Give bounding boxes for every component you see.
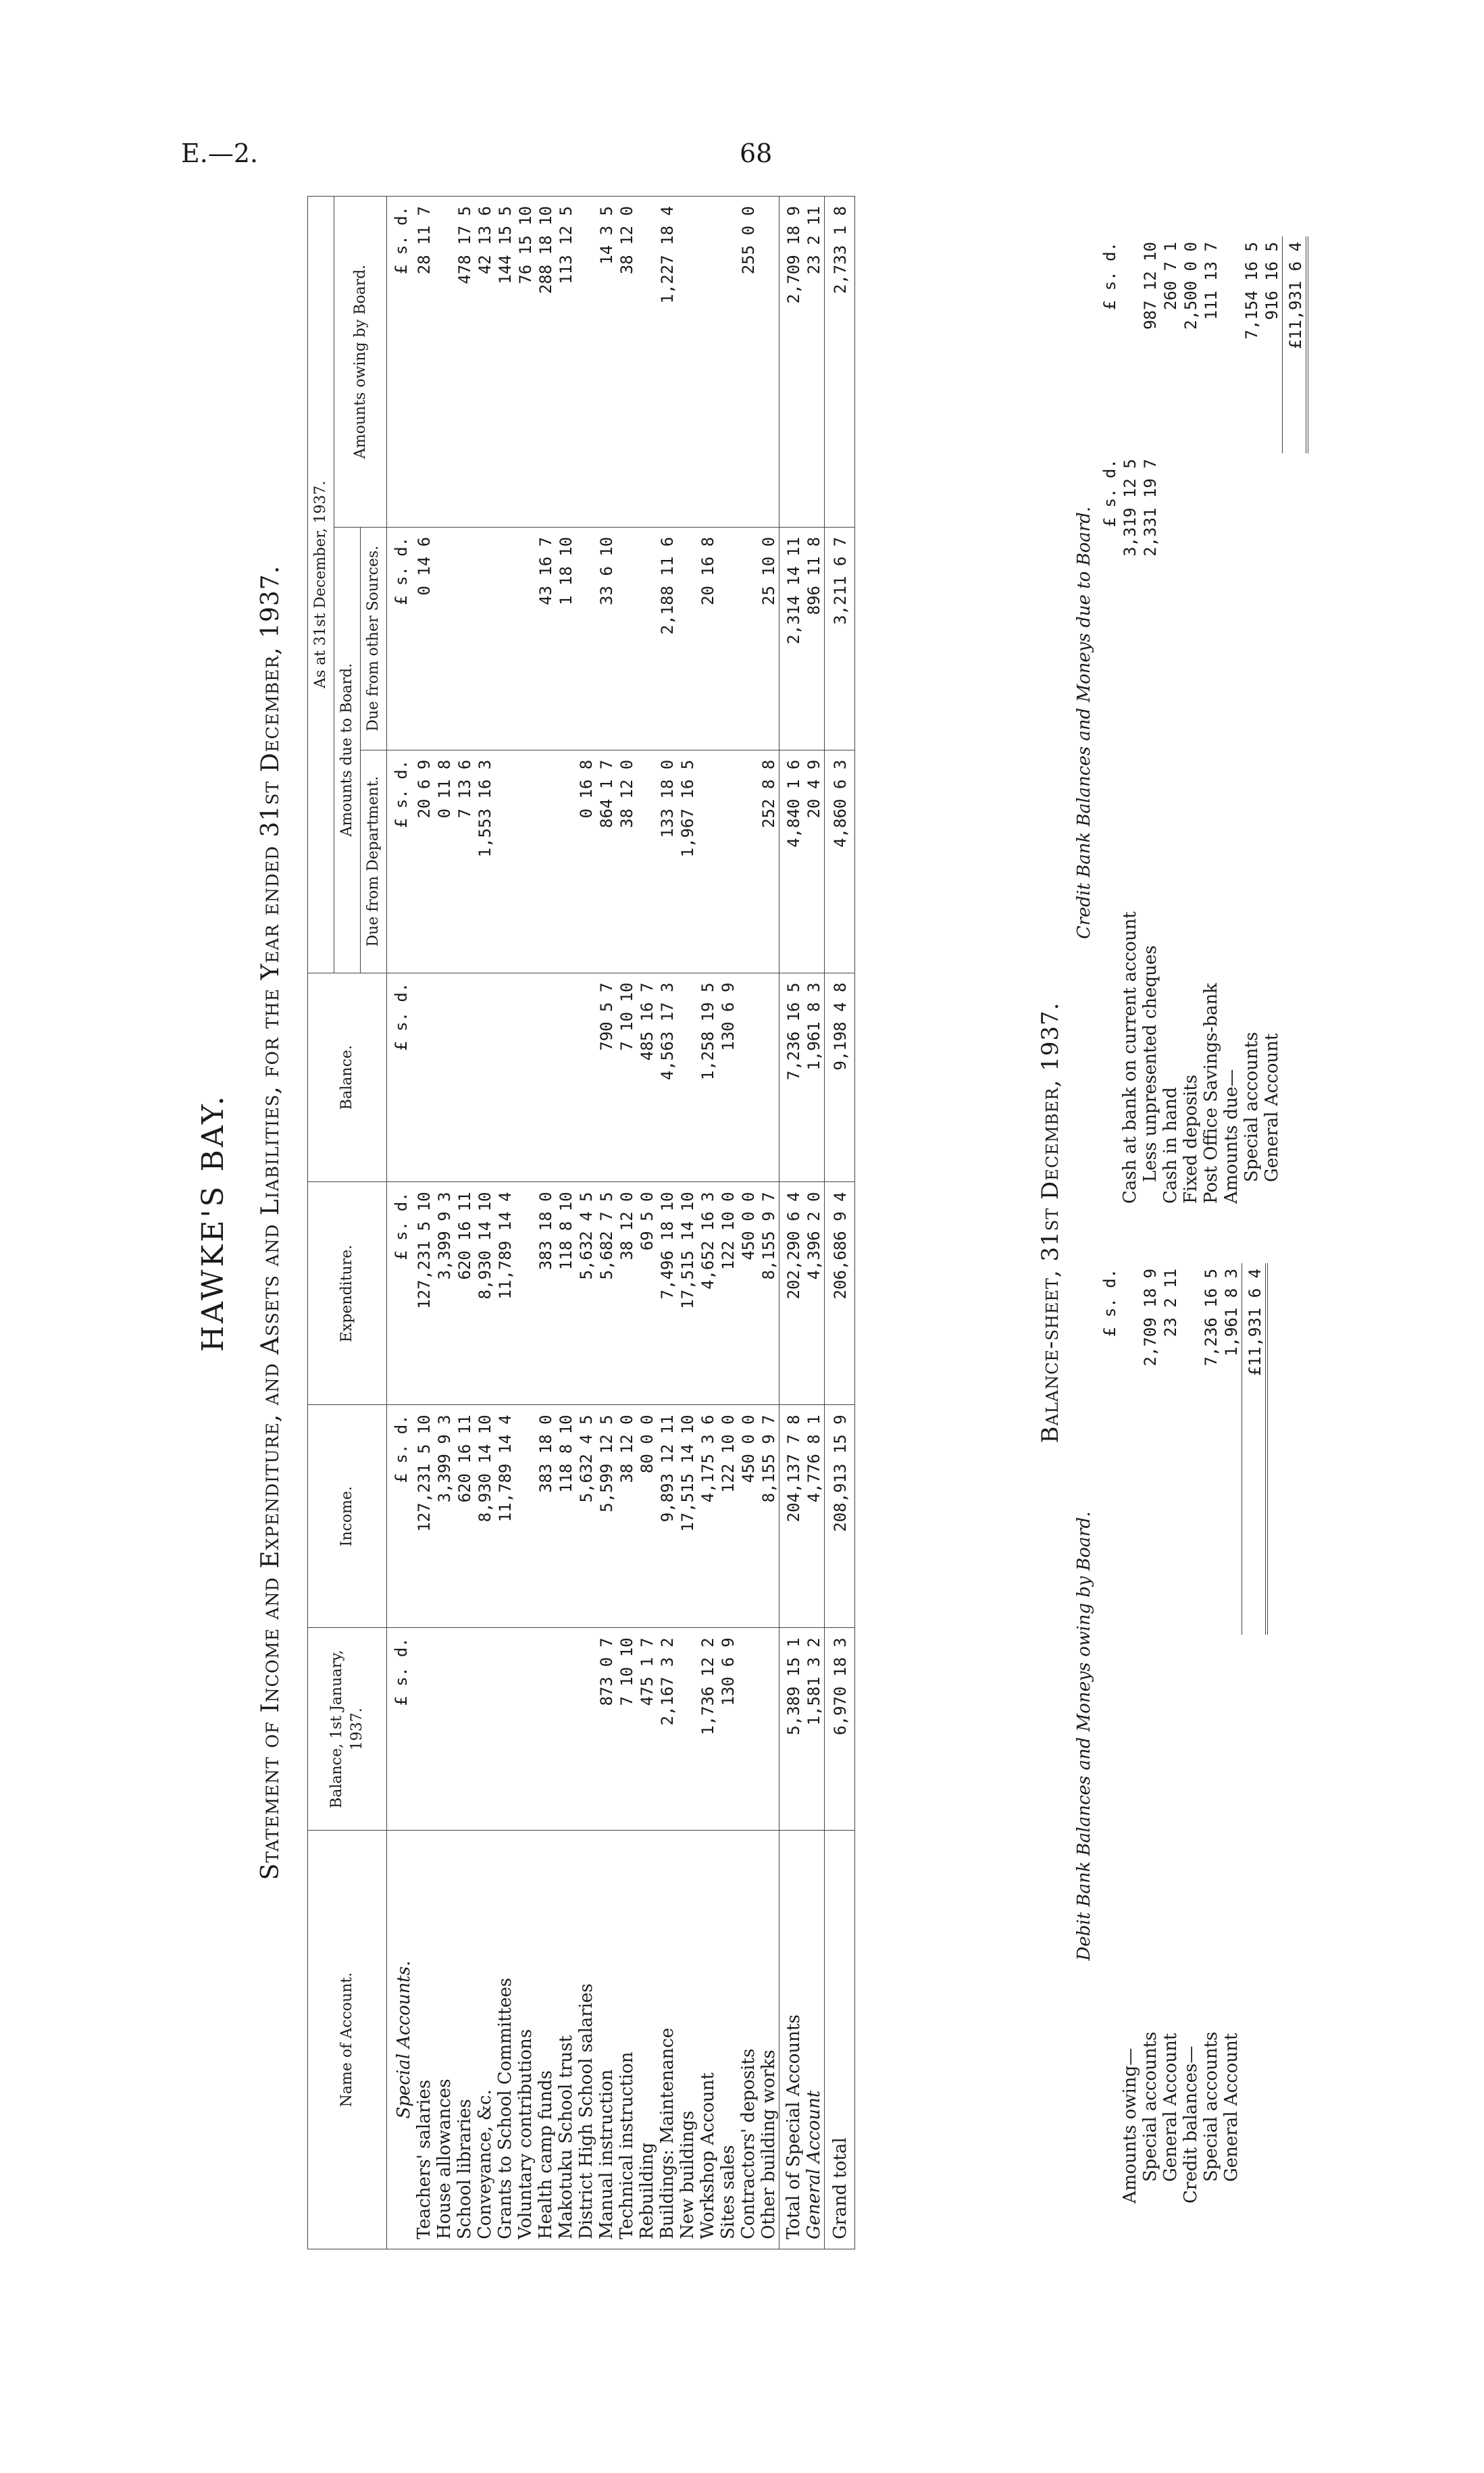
balance-sheet-credit bbox=[1074, 236, 1308, 1209]
due-department-cell bbox=[738, 750, 759, 973]
col-expenditure: Expenditure. bbox=[308, 1182, 387, 1405]
due-other-cell bbox=[495, 527, 515, 750]
debit-label: Special accounts bbox=[1201, 2031, 1221, 2182]
account-name: Grand total bbox=[825, 1831, 855, 2249]
expenditure-cell: 122 10 0 bbox=[718, 1182, 738, 1405]
due-other-cell: 2,188 11 6 bbox=[657, 527, 677, 750]
balance-jan-cell bbox=[455, 1628, 475, 1831]
account-name: Workshop Account bbox=[698, 1831, 718, 2249]
balance-jan-cell: 873 0 7 bbox=[596, 1628, 617, 1831]
debit-label: General Account bbox=[1160, 2033, 1181, 2182]
debit-label: Amounts owing— bbox=[1120, 2047, 1140, 2203]
income-cell: 383 18 0 bbox=[536, 1405, 556, 1628]
due-department-cell bbox=[698, 750, 718, 973]
balance-jan-cell bbox=[759, 1628, 779, 1831]
page-title: HAWKE'S BAY. bbox=[196, 1093, 230, 1352]
due-department-cell: 4,840 1 6 bbox=[779, 750, 804, 973]
credit-subamount: 3,319 12 5 bbox=[1121, 459, 1140, 557]
account-name: Other building works bbox=[759, 1831, 779, 2249]
due-department-cell: 133 18 0 bbox=[657, 750, 677, 973]
credit-label: Amounts due— bbox=[1221, 1069, 1242, 1204]
credit-amount: 260 7 1 bbox=[1161, 242, 1180, 311]
credit-label: Fixed deposits bbox=[1181, 1074, 1201, 1204]
credit-total: £11,931 6 4 bbox=[1283, 236, 1308, 453]
income-cell: 11,789 14 4 bbox=[495, 1405, 515, 1628]
expenditure-cell: 3,399 9 3 bbox=[434, 1182, 455, 1405]
table-row bbox=[536, 197, 556, 2249]
account-name: Health camp funds bbox=[536, 1831, 556, 2249]
expenditure-cell: 383 18 0 bbox=[536, 1182, 556, 1405]
income-cell: 208,913 15 9 bbox=[825, 1405, 855, 1628]
col-name-of-account: Name of Account. bbox=[308, 1831, 387, 2249]
owing-cell bbox=[718, 197, 738, 528]
due-other-cell bbox=[455, 527, 475, 750]
balance-cell: 7 10 10 bbox=[617, 973, 637, 1182]
due-department-cell bbox=[637, 750, 657, 973]
table-row bbox=[434, 197, 455, 2249]
debit-heading: Debit Bank Balances and Moneys owing by Board. bbox=[1074, 1511, 1094, 1961]
due-other-cell: 33 6 10 bbox=[596, 527, 617, 750]
table-row bbox=[556, 197, 576, 2249]
owing-cell: 144 15 5 bbox=[495, 197, 515, 528]
due-department-cell: 38 12 0 bbox=[617, 750, 637, 973]
account-name: Buildings: Maintenance bbox=[657, 1831, 677, 2249]
expenditure-cell: 17,515 14 10 bbox=[677, 1182, 698, 1405]
income-cell: 122 10 0 bbox=[718, 1405, 738, 1628]
credit-table bbox=[1100, 236, 1308, 1209]
due-department-cell: 252 8 8 bbox=[759, 750, 779, 973]
page-number: 68 bbox=[740, 138, 773, 168]
list-item bbox=[1160, 236, 1181, 1209]
list-item bbox=[1140, 236, 1160, 1209]
table-row bbox=[617, 197, 637, 2249]
balance-jan-cell bbox=[576, 1628, 596, 1831]
due-department-cell: 20 6 9 bbox=[414, 750, 434, 973]
col-amounts-owing: Amounts owing by Board. bbox=[334, 197, 387, 528]
account-name: Manual instruction bbox=[596, 1831, 617, 2249]
owing-cell bbox=[434, 197, 455, 528]
income-cell: 9,893 12 11 bbox=[657, 1405, 677, 1628]
income-cell: 204,137 7 8 bbox=[779, 1405, 804, 1628]
balance-jan-cell: 130 6 9 bbox=[718, 1628, 738, 1831]
owing-cell: 2,733 1 8 bbox=[825, 197, 855, 528]
expenditure-cell: 5,682 7 5 bbox=[596, 1182, 617, 1405]
balance-jan-cell: 1,581 3 2 bbox=[804, 1628, 825, 1831]
balance-sheet-title: Balance-sheet, 31st December, 1937. bbox=[1037, 1002, 1064, 1444]
page-header-code: E.—2. bbox=[181, 138, 259, 168]
due-other-cell bbox=[637, 527, 657, 750]
units-label: £ s. d. bbox=[387, 1405, 415, 1628]
debit-table bbox=[1100, 1263, 1268, 2209]
income-cell: 3,399 9 3 bbox=[434, 1405, 455, 1628]
units-label: £ s. d. bbox=[387, 1628, 415, 1831]
income-cell: 8,155 9 7 bbox=[759, 1405, 779, 1628]
account-name: Total of Special Accounts bbox=[779, 1831, 804, 2249]
table-row bbox=[677, 197, 698, 2249]
table-row bbox=[475, 197, 495, 2249]
balance-jan-cell bbox=[434, 1628, 455, 1831]
due-other-cell: 0 14 6 bbox=[414, 527, 434, 750]
balance-jan-cell bbox=[738, 1628, 759, 1831]
balance-cell: 4,563 17 3 bbox=[657, 973, 677, 1182]
due-other-cell: 43 16 7 bbox=[536, 527, 556, 750]
balance-cell bbox=[414, 973, 434, 1182]
debit-amount: 1,961 8 3 bbox=[1222, 1269, 1241, 1357]
col-balance-jan: Balance, 1st January, 1937. bbox=[308, 1628, 387, 1831]
income-cell: 127,231 5 10 bbox=[414, 1405, 434, 1628]
list-item bbox=[1221, 236, 1242, 1209]
credit-subamount bbox=[1242, 453, 1262, 653]
balance-cell bbox=[738, 973, 759, 1182]
list-item bbox=[1140, 1263, 1160, 2209]
balance-cell bbox=[475, 973, 495, 1182]
owing-cell: 478 17 5 bbox=[455, 197, 475, 528]
table-row bbox=[596, 197, 617, 2249]
credit-subamount bbox=[1181, 453, 1201, 653]
credit-label: Post Office Savings-bank bbox=[1201, 983, 1221, 1204]
balance-jan-cell: 5,389 15 1 bbox=[779, 1628, 804, 1831]
balance-cell bbox=[434, 973, 455, 1182]
balance-jan-cell bbox=[556, 1628, 576, 1831]
account-name: Conveyance, &c. bbox=[475, 1831, 495, 2249]
account-name: Grants to School Committees bbox=[495, 1831, 515, 2249]
list-item bbox=[1181, 1263, 1201, 2209]
units-label: £ s. d. bbox=[387, 197, 415, 528]
due-other-cell: 25 10 0 bbox=[759, 527, 779, 750]
balance-cell: 130 6 9 bbox=[718, 973, 738, 1182]
expenditure-cell: 38 12 0 bbox=[617, 1182, 637, 1405]
expenditure-cell: 4,396 2 0 bbox=[804, 1182, 825, 1405]
balance-jan-cell: 1,736 12 2 bbox=[698, 1628, 718, 1831]
balance-jan-cell bbox=[515, 1628, 536, 1831]
list-item bbox=[1160, 1263, 1181, 2209]
list-item bbox=[1262, 236, 1283, 1209]
col-due-department: Due from Department. bbox=[361, 750, 387, 973]
balance-cell bbox=[515, 973, 536, 1182]
income-cell: 5,599 12 5 bbox=[596, 1405, 617, 1628]
due-other-cell bbox=[475, 527, 495, 750]
due-department-cell: 0 11 8 bbox=[434, 750, 455, 973]
expenditure-cell: 206,686 9 4 bbox=[825, 1182, 855, 1405]
credit-amount: 916 16 5 bbox=[1262, 242, 1281, 320]
balance-jan-cell bbox=[495, 1628, 515, 1831]
debit-amount: 2,709 18 9 bbox=[1141, 1269, 1160, 1367]
debit-label: Credit balances— bbox=[1181, 2045, 1201, 2203]
table-row bbox=[779, 197, 804, 2249]
credit-label: General Account bbox=[1262, 1033, 1282, 1182]
table-row bbox=[698, 197, 718, 2249]
due-other-cell: 20 16 8 bbox=[698, 527, 718, 750]
owing-cell: 42 13 6 bbox=[475, 197, 495, 528]
credit-subamount bbox=[1262, 453, 1283, 653]
due-other-cell bbox=[677, 527, 698, 750]
balance-cell bbox=[759, 973, 779, 1182]
table-row bbox=[825, 197, 855, 2249]
col-as-at-dec: As at 31st December, 1937. bbox=[308, 197, 334, 973]
section-label: Special Accounts. bbox=[387, 1831, 415, 2249]
income-cell bbox=[515, 1405, 536, 1628]
list-item bbox=[1181, 236, 1201, 1209]
owing-cell: 2,709 18 9 bbox=[779, 197, 804, 528]
account-name: Technical instruction bbox=[617, 1831, 637, 2249]
credit-amount: 2,500 0 0 bbox=[1181, 242, 1200, 330]
balance-cell: 790 5 7 bbox=[596, 973, 617, 1182]
account-name: District High School salaries bbox=[576, 1831, 596, 2249]
balance-jan-cell: 475 1 7 bbox=[637, 1628, 657, 1831]
expenditure-cell: 127,231 5 10 bbox=[414, 1182, 434, 1405]
list-item bbox=[1120, 1263, 1140, 2209]
table-row bbox=[576, 197, 596, 2249]
credit-amount: 987 12 10 bbox=[1141, 242, 1160, 330]
credit-label: Special accounts bbox=[1242, 1031, 1262, 1182]
due-department-cell: 1,553 16 3 bbox=[475, 750, 495, 973]
expenditure-cell: 7,496 18 10 bbox=[657, 1182, 677, 1405]
list-item bbox=[1242, 236, 1262, 1209]
statement-subtitle: Statement of Income and Expenditure, and Assets and Liabilities, for the Year ended 31st December, 1937. bbox=[257, 565, 284, 1881]
expenditure-cell: 620 16 11 bbox=[455, 1182, 475, 1405]
income-cell: 38 12 0 bbox=[617, 1405, 637, 1628]
col-due-other: Due from other Sources. bbox=[361, 527, 387, 750]
due-department-cell: 0 16 8 bbox=[576, 750, 596, 973]
due-other-cell bbox=[515, 527, 536, 750]
credit-heading: Credit Bank Balances and Moneys due to Board. bbox=[1074, 506, 1094, 940]
income-cell: 4,776 8 1 bbox=[804, 1405, 825, 1628]
income-cell: 620 16 11 bbox=[455, 1405, 475, 1628]
due-department-cell bbox=[718, 750, 738, 973]
spacer bbox=[1283, 453, 1308, 653]
balance-cell bbox=[536, 973, 556, 1182]
owing-cell: 38 12 0 bbox=[617, 197, 637, 528]
balance-jan-cell: 7 10 10 bbox=[617, 1628, 637, 1831]
due-other-cell bbox=[434, 527, 455, 750]
due-other-cell bbox=[576, 527, 596, 750]
credit-amount: 7,154 16 5 bbox=[1242, 242, 1261, 340]
units-label: £ s. d. bbox=[1100, 242, 1119, 311]
debit-label: General Account bbox=[1221, 2033, 1242, 2182]
expenditure-cell bbox=[515, 1182, 536, 1405]
owing-cell: 76 15 10 bbox=[515, 197, 536, 528]
col-amounts-due: Amounts due to Board. bbox=[334, 527, 361, 973]
debit-amount bbox=[1120, 1263, 1140, 1635]
income-cell: 4,175 3 6 bbox=[698, 1405, 718, 1628]
due-other-cell bbox=[718, 527, 738, 750]
balance-jan-cell: 6,970 18 3 bbox=[825, 1628, 855, 1831]
table-row bbox=[515, 197, 536, 2249]
owing-cell bbox=[698, 197, 718, 528]
due-department-cell bbox=[515, 750, 536, 973]
due-other-cell: 3,211 6 7 bbox=[825, 527, 855, 750]
credit-subamount: 2,331 19 7 bbox=[1141, 459, 1160, 557]
income-cell: 5,632 4 5 bbox=[576, 1405, 596, 1628]
account-name: General Account bbox=[804, 1831, 825, 2249]
income-cell: 450 0 0 bbox=[738, 1405, 759, 1628]
due-department-cell: 4,860 6 3 bbox=[825, 750, 855, 973]
table-row bbox=[414, 197, 434, 2249]
owing-cell bbox=[637, 197, 657, 528]
balance-cell: 9,198 4 8 bbox=[825, 973, 855, 1182]
table-row bbox=[738, 197, 759, 2249]
owing-cell: 288 18 10 bbox=[536, 197, 556, 528]
owing-cell: 23 2 11 bbox=[804, 197, 825, 528]
units-label: £ s. d. bbox=[387, 527, 415, 750]
balance-jan-cell bbox=[677, 1628, 698, 1831]
balance-cell: 7,236 16 5 bbox=[779, 973, 804, 1182]
expenditure-cell: 202,290 6 4 bbox=[779, 1182, 804, 1405]
col-balance: Balance. bbox=[308, 973, 387, 1182]
balance-cell: 485 16 7 bbox=[637, 973, 657, 1182]
due-department-cell: 7 13 6 bbox=[455, 750, 475, 973]
due-department-cell bbox=[495, 750, 515, 973]
due-department-cell: 1,967 16 5 bbox=[677, 750, 698, 973]
account-name: House allowances bbox=[434, 1831, 455, 2249]
balance-sheet-debit bbox=[1074, 1263, 1268, 2209]
account-name: Voluntary contributions bbox=[515, 1831, 536, 2249]
account-name: Rebuilding bbox=[637, 1831, 657, 2249]
credit-subamount bbox=[1201, 453, 1221, 653]
account-name: Sites sales bbox=[718, 1831, 738, 2249]
expenditure-cell: 69 5 0 bbox=[637, 1182, 657, 1405]
credit-label: Less unpresented cheques bbox=[1140, 945, 1160, 1182]
credit-amount bbox=[1120, 236, 1140, 453]
balance-cell: 1,258 19 5 bbox=[698, 973, 718, 1182]
units-label: £ s. d. bbox=[1100, 1269, 1119, 1337]
table-row bbox=[657, 197, 677, 2249]
due-other-cell bbox=[738, 527, 759, 750]
table-row bbox=[637, 197, 657, 2249]
table-row bbox=[455, 197, 475, 2249]
spacer bbox=[1242, 1635, 1267, 2209]
owing-cell: 28 11 7 bbox=[414, 197, 434, 528]
income-cell: 80 0 0 bbox=[637, 1405, 657, 1628]
account-name: Teachers' salaries bbox=[414, 1831, 434, 2249]
balance-cell bbox=[556, 973, 576, 1182]
credit-amount: 111 13 7 bbox=[1202, 242, 1221, 320]
debit-total: £11,931 6 4 bbox=[1242, 1263, 1267, 1635]
debit-amount: 7,236 16 5 bbox=[1202, 1269, 1221, 1367]
table-row bbox=[804, 197, 825, 2249]
owing-cell bbox=[759, 197, 779, 528]
list-item bbox=[1201, 236, 1221, 1209]
income-cell: 8,930 14 10 bbox=[475, 1405, 495, 1628]
balance-cell bbox=[495, 973, 515, 1182]
account-name: New buildings bbox=[677, 1831, 698, 2249]
due-department-cell: 20 4 9 bbox=[804, 750, 825, 973]
debit-amount bbox=[1181, 1263, 1201, 1635]
due-other-cell: 2,314 14 11 bbox=[779, 527, 804, 750]
owing-cell: 255 0 0 bbox=[738, 197, 759, 528]
owing-cell bbox=[576, 197, 596, 528]
expenditure-cell: 8,930 14 10 bbox=[475, 1182, 495, 1405]
table-row bbox=[718, 197, 738, 2249]
expenditure-cell: 4,652 16 3 bbox=[698, 1182, 718, 1405]
list-item bbox=[1120, 236, 1140, 1209]
due-department-cell: 864 1 7 bbox=[596, 750, 617, 973]
balance-jan-cell: 2,167 3 2 bbox=[657, 1628, 677, 1831]
credit-subamount bbox=[1221, 453, 1242, 653]
debit-amount: 23 2 11 bbox=[1161, 1269, 1180, 1337]
units-label: £ s. d. bbox=[1100, 459, 1119, 528]
balance-cell bbox=[455, 973, 475, 1182]
due-department-cell bbox=[556, 750, 576, 973]
expenditure-cell: 450 0 0 bbox=[738, 1182, 759, 1405]
units-label: £ s. d. bbox=[387, 973, 415, 1182]
expenditure-cell: 5,632 4 5 bbox=[576, 1182, 596, 1405]
due-department-cell bbox=[536, 750, 556, 973]
units-label: £ s. d. bbox=[387, 750, 415, 973]
due-other-cell: 896 11 8 bbox=[804, 527, 825, 750]
list-item bbox=[1221, 1263, 1242, 2209]
account-name: Makotuku School trust bbox=[556, 1831, 576, 2249]
table-row bbox=[495, 197, 515, 2249]
balance-jan-cell bbox=[536, 1628, 556, 1831]
debit-label: Special accounts bbox=[1140, 2031, 1160, 2182]
credit-label: Cash at bank on current account bbox=[1120, 911, 1140, 1204]
balance-cell bbox=[576, 973, 596, 1182]
owing-cell: 113 12 5 bbox=[556, 197, 576, 528]
credit-subamount bbox=[1160, 453, 1181, 653]
owing-cell: 1,227 18 4 bbox=[657, 197, 677, 528]
table-row bbox=[759, 197, 779, 2249]
expenditure-cell: 11,789 14 4 bbox=[495, 1182, 515, 1405]
account-name: School libraries bbox=[455, 1831, 475, 2249]
expenditure-cell: 118 8 10 bbox=[556, 1182, 576, 1405]
spacer bbox=[1283, 653, 1308, 1209]
col-income: Income. bbox=[308, 1405, 387, 1628]
statement-body bbox=[387, 197, 855, 2249]
credit-amount bbox=[1221, 236, 1242, 453]
rotated-page-content bbox=[196, 196, 1344, 2249]
balance-cell bbox=[677, 973, 698, 1182]
units-label: £ s. d. bbox=[387, 1182, 415, 1405]
account-name: Contractors' deposits bbox=[738, 1831, 759, 2249]
balance-jan-cell bbox=[414, 1628, 434, 1831]
balance-cell: 1,961 8 3 bbox=[804, 973, 825, 1182]
statement-table bbox=[307, 196, 855, 2249]
owing-cell: 14 3 5 bbox=[596, 197, 617, 528]
due-other-cell bbox=[617, 527, 637, 750]
owing-cell bbox=[677, 197, 698, 528]
income-cell: 118 8 10 bbox=[556, 1405, 576, 1628]
balance-jan-cell bbox=[475, 1628, 495, 1831]
list-item bbox=[1201, 1263, 1221, 2209]
credit-label: Cash in hand bbox=[1160, 1087, 1181, 1204]
income-cell: 17,515 14 10 bbox=[677, 1405, 698, 1628]
due-other-cell: 1 18 10 bbox=[556, 527, 576, 750]
expenditure-cell: 8,155 9 7 bbox=[759, 1182, 779, 1405]
